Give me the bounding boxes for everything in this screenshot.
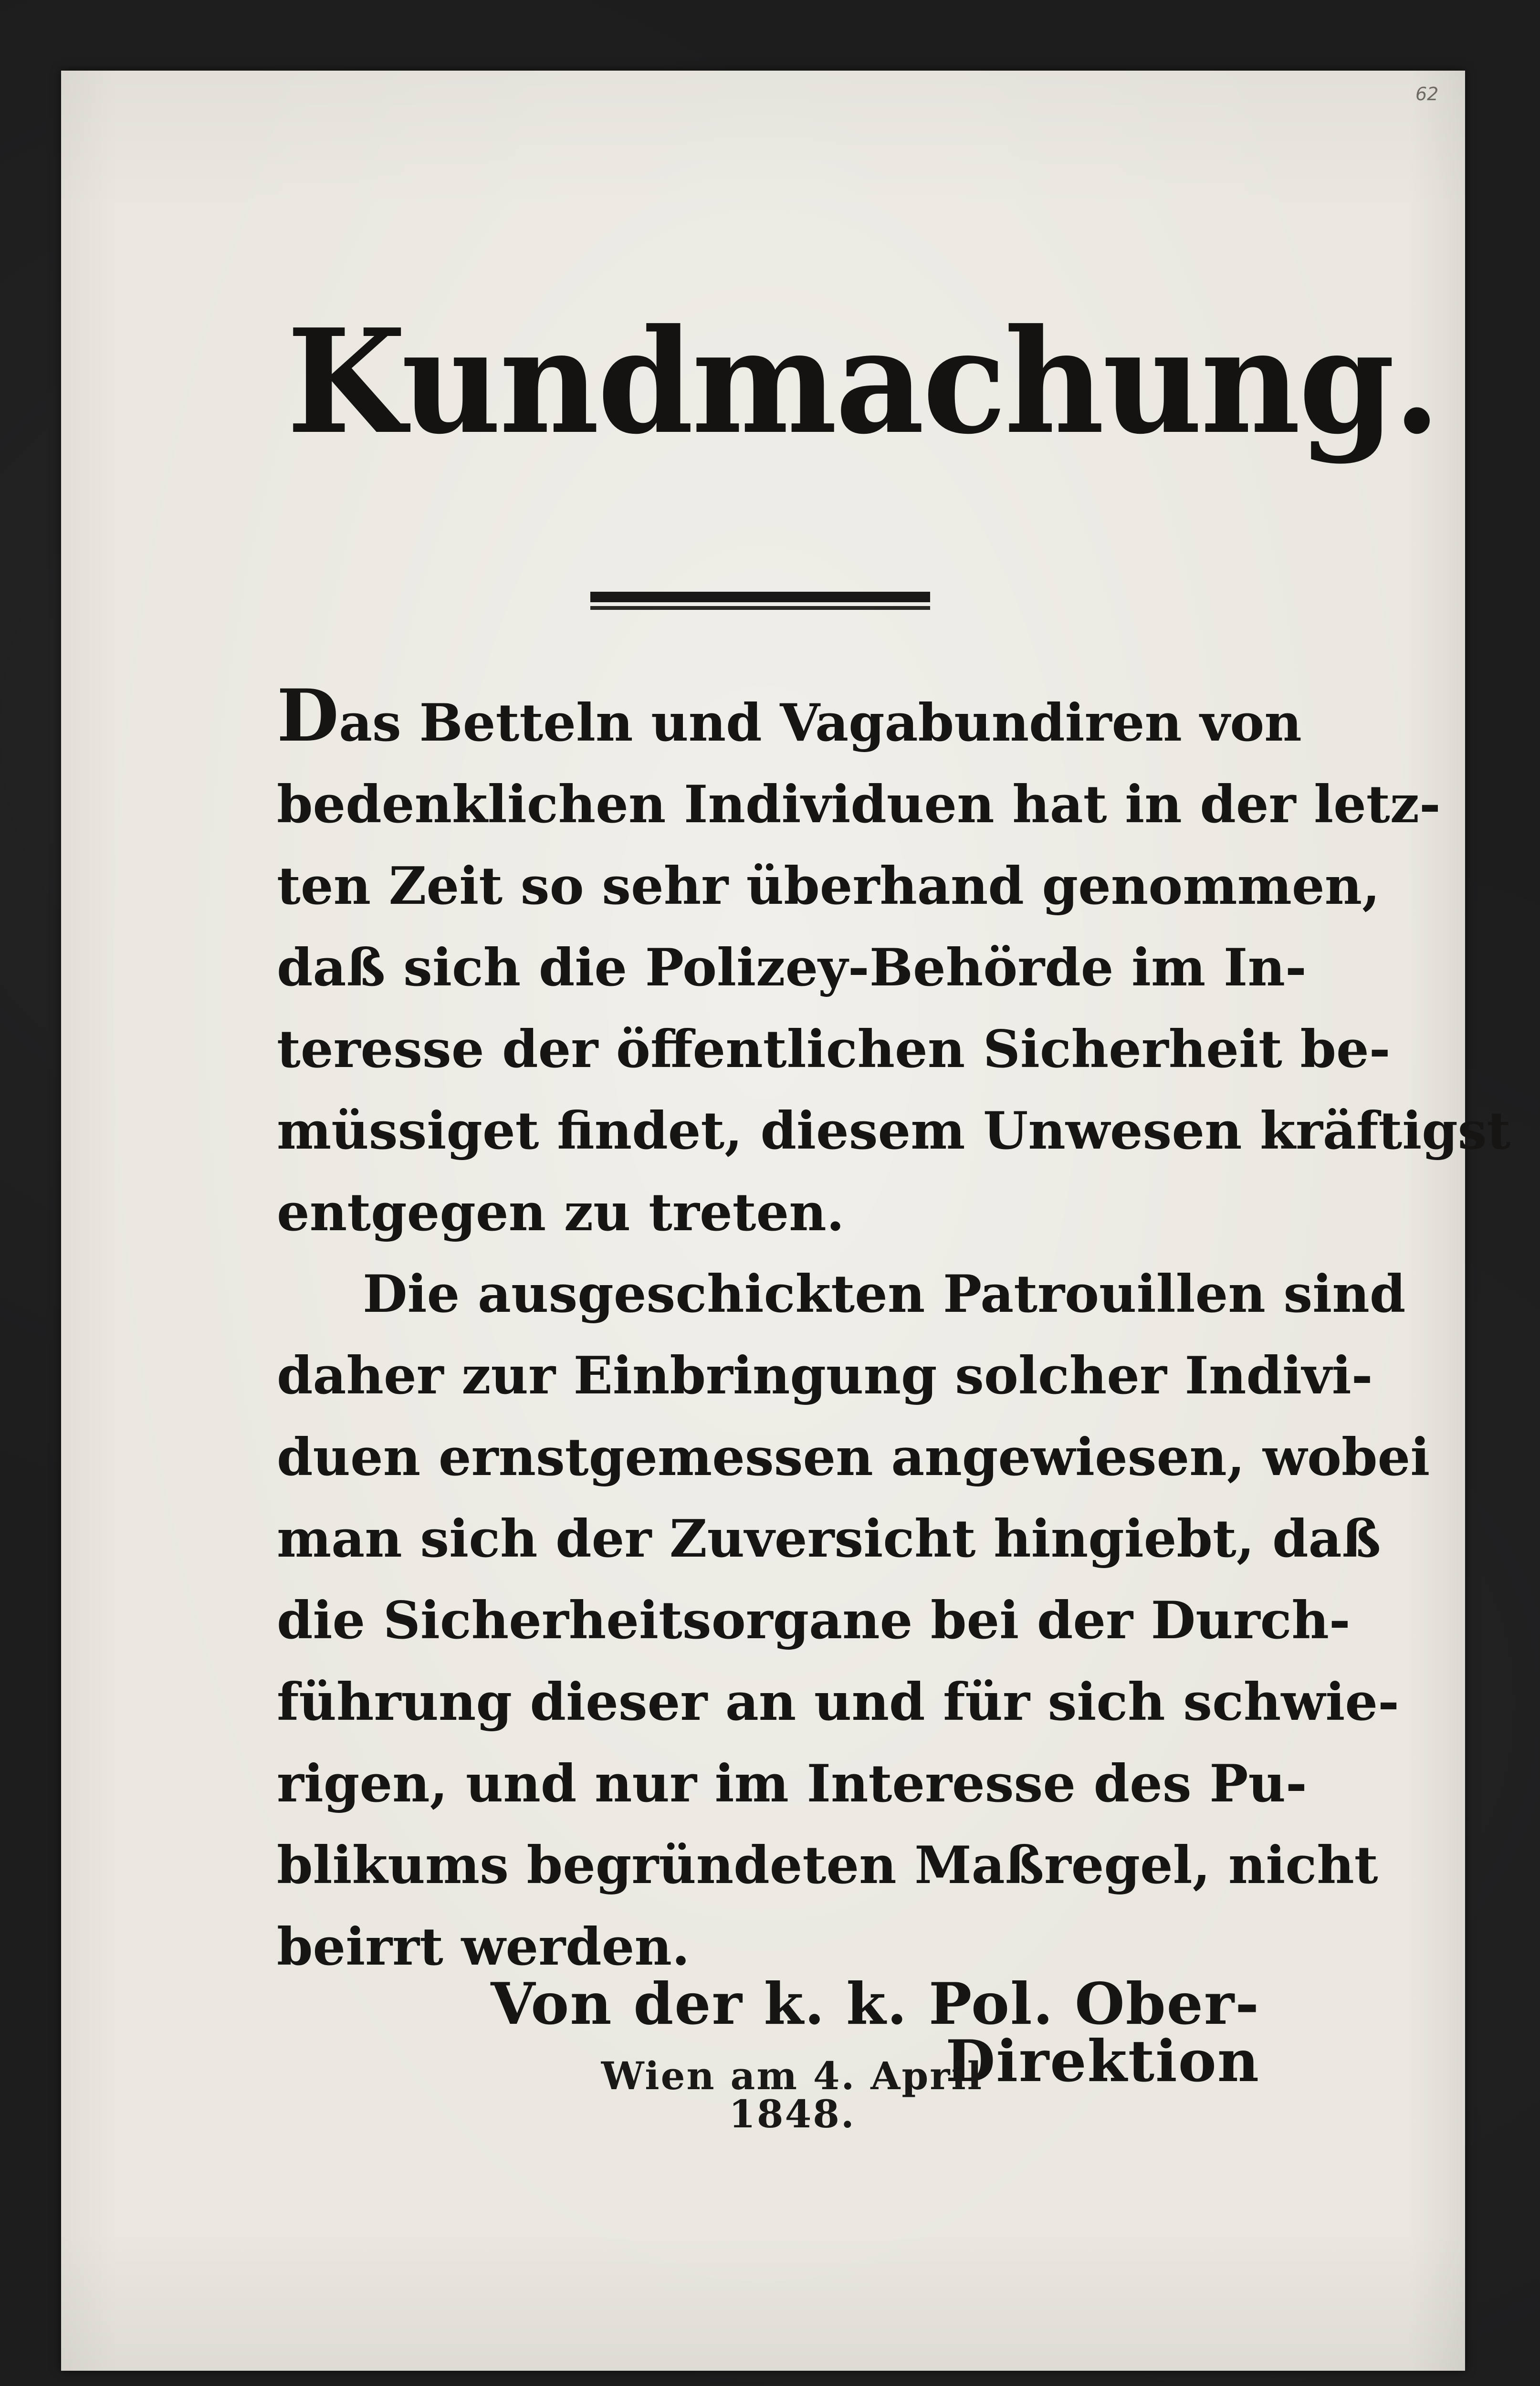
archive-number: 62 xyxy=(1415,84,1439,105)
paragraph1-line: daß sich die Polizey-Behörde im In- xyxy=(277,938,1307,998)
issuing-authority: Von der k. k. Pol. Ober-Direktion xyxy=(491,1970,1260,2095)
notice-title: Kundmachung. xyxy=(286,297,1439,466)
divider-thin-line xyxy=(590,606,930,610)
divider-thick-line xyxy=(590,592,930,602)
paragraph1-line xyxy=(277,674,1302,764)
paragraph2-line: beirrt werden. xyxy=(277,1917,690,1977)
paragraph1-line: bedenklichen Individuen hat in der letz- xyxy=(277,774,1441,835)
paragraph2-line: daher zur Einbringung solcher Indivi- xyxy=(277,1346,1373,1406)
paragraph1-line: entgegen zu treten. xyxy=(277,1183,845,1243)
drop-initial: D xyxy=(277,674,339,758)
paragraph2-line: man sich der Zuversicht hingiebt, daß xyxy=(277,1509,1381,1569)
paragraph1-line: müssiget findet, diesem Unwesen kräftigst xyxy=(277,1101,1511,1161)
paragraph2-line: rigen, und nur im Interesse des Pu- xyxy=(277,1754,1307,1814)
paragraph2-line: die Sicherheitsorgane bei der Durch- xyxy=(277,1591,1351,1651)
paragraph2-line: blikums begründeten Maßregel, nicht xyxy=(277,1835,1378,1895)
paragraph1-line-text: as Betteln und Vagabundiren von xyxy=(339,693,1302,753)
paragraph1-line: ten Zeit so sehr überhand genommen, xyxy=(277,856,1380,916)
notice-body xyxy=(277,674,1511,1988)
paragraph2-line: führung dieser an und für sich schwie- xyxy=(277,1672,1399,1732)
title-divider-rule xyxy=(590,592,930,612)
place-and-date: Wien am 4. April 1848. xyxy=(601,2053,984,2136)
paragraph2-line: Die ausgeschickten Patrouillen sind xyxy=(363,1264,1406,1324)
paragraph2-line: duen ernstgemessen angewiesen, wobei xyxy=(277,1427,1430,1487)
paragraph1-line: teresse der öffentlichen Sicherheit be- xyxy=(277,1019,1391,1079)
